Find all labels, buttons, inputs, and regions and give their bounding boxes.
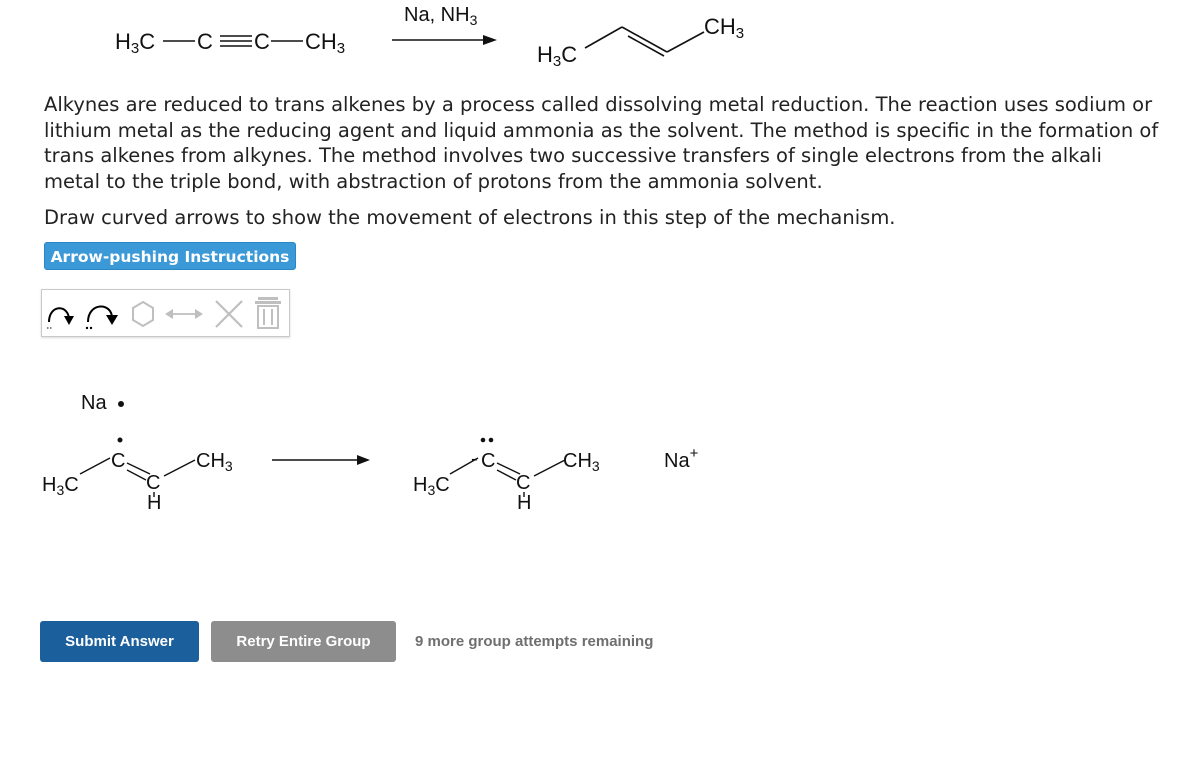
product-methyl-right[interactable]: $CH_3$ xyxy=(563,450,600,474)
retry-entire-group-button[interactable]: Retry Entire Group xyxy=(211,621,396,662)
product-methyl-right: $CH_3$ xyxy=(704,14,745,42)
reactant-carbon-left[interactable]: C xyxy=(111,450,126,472)
lone-pair-electron[interactable] xyxy=(481,438,486,443)
reactant-methyl-right[interactable]: $CH_3$ xyxy=(196,450,233,474)
sodium-atom[interactable]: Na xyxy=(81,392,107,414)
single-bond[interactable] xyxy=(80,458,110,474)
product-hydrogen[interactable]: H xyxy=(517,492,532,514)
product-methyl-left[interactable]: $H_3C$ xyxy=(413,474,450,498)
submit-answer-button[interactable]: Submit Answer xyxy=(40,621,199,662)
single-bond[interactable] xyxy=(534,460,565,476)
reactant-hydrogen[interactable]: H xyxy=(147,492,162,514)
attempts-remaining-text: 9 more group attempts remaining xyxy=(415,633,654,650)
reactant-methyl-left[interactable]: $H_3C$ xyxy=(42,474,79,498)
arrow-pushing-instructions-button[interactable]: Arrow-pushing Instructions xyxy=(44,242,296,270)
product-carbon-right[interactable]: C xyxy=(516,472,531,494)
reagent-label: Na, $NH_3$ xyxy=(404,4,478,28)
product-carbanion-charge: - xyxy=(471,448,478,470)
product-methyl-left: $H_3C$ xyxy=(537,42,578,70)
reactant-carbon-2: C xyxy=(254,29,270,54)
question-prompt: Draw curved arrows to show the movement of electrons in this step of the mechanism. xyxy=(44,206,896,229)
product-carbon-left[interactable]: C xyxy=(481,450,496,472)
sodium-cation[interactable]: Na+ xyxy=(664,445,699,472)
radical-electron[interactable] xyxy=(118,438,123,443)
reactant-carbon-right[interactable]: C xyxy=(146,472,161,494)
reactant-carbon-1: C xyxy=(197,29,213,54)
reaction-arrowhead xyxy=(357,455,370,465)
sodium-radical-dot[interactable] xyxy=(117,400,125,408)
lone-pair-electron[interactable] xyxy=(489,438,494,443)
reactant-methyl-left: $H_3C$ xyxy=(115,29,156,57)
description-text: Alkynes are reduced to trans alkenes by a process called dissolving metal reduction. The reaction uses sodium or lithium metal as the reducing agent and liquid ammonia as the solvent. The method is specific in the formation of trans alkenes from alkynes. The method involves two successive transfers of single electrons from the alkali metal to the triple bond, with abstraction of protons from the ammonia solvent. xyxy=(44,93,1159,194)
single-bond[interactable] xyxy=(164,460,195,476)
reactant-methyl-right: $CH_3$ xyxy=(305,29,346,57)
